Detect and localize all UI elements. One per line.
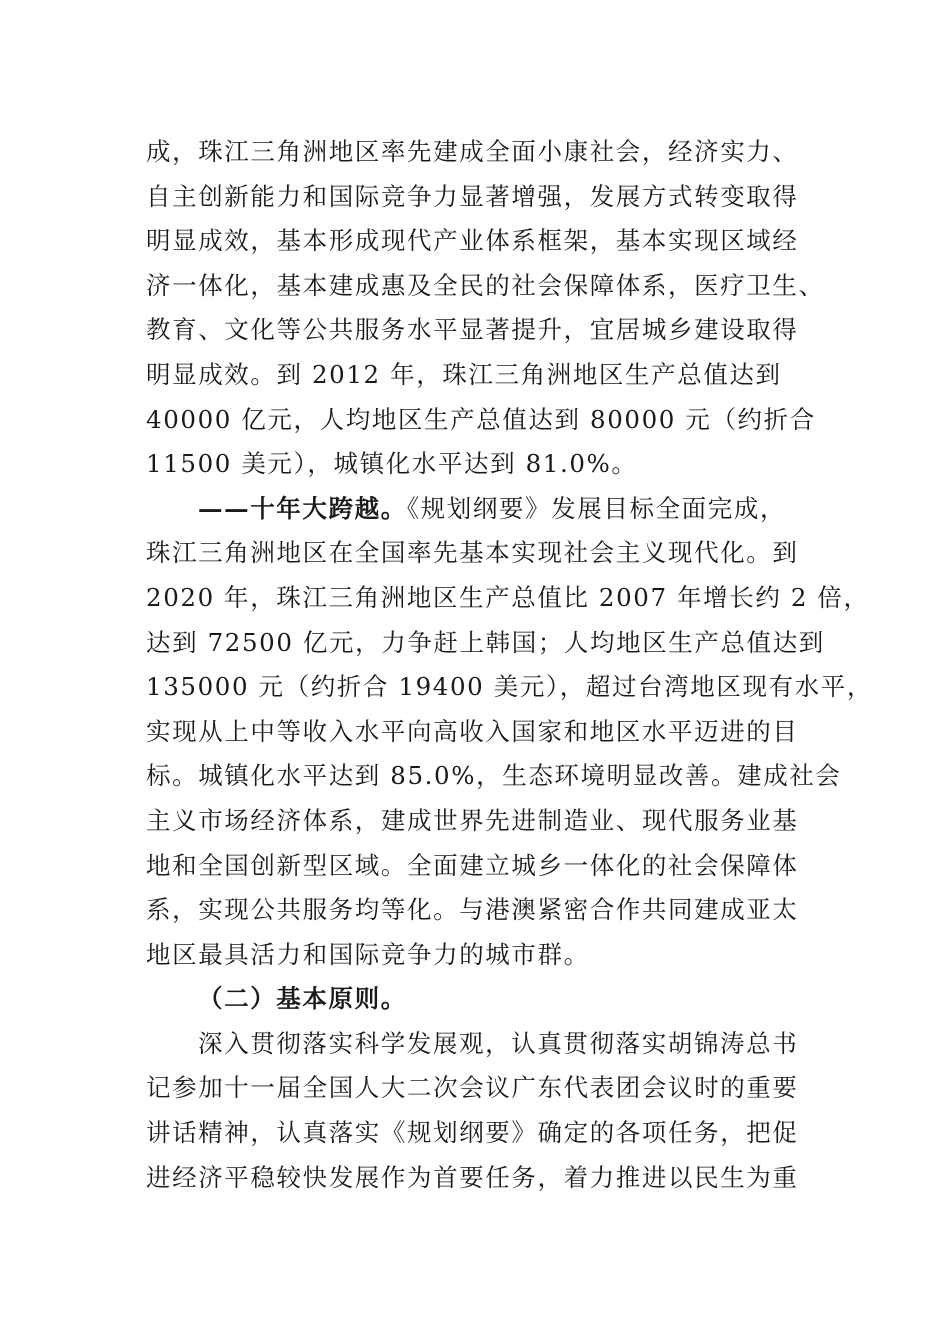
text-line: 教育、文化等公共服务水平显著提升，宜居城乡建设取得 xyxy=(146,315,799,345)
text-line: 记参加十一届全国人大二次会议广东代表团会议时的重要 xyxy=(146,1073,799,1103)
text-line: 深入贯彻落实科学发展观，认真贯彻落实胡锦涛总书 xyxy=(198,1028,799,1058)
text-line: 11500 美元），城镇化水平达到 81.0%。 xyxy=(146,449,638,479)
text-line: 进经济平稳较快发展作为首要任务，着力推进以民生为重 xyxy=(146,1162,799,1192)
text-line: 实现从上中等收入水平向高收入国家和地区水平迈进的目 xyxy=(146,716,799,746)
text-line: 135000 元（约折合 19400 美元），超过台湾地区现有水平， xyxy=(146,672,873,702)
text-line: 明显成效，基本形成现代产业体系框架，基本实现区域经 xyxy=(146,226,799,256)
section-heading: （二）基本原则。 xyxy=(198,984,407,1014)
goal-2020-heading: ——十年大跨越。 xyxy=(198,493,407,523)
text-line: 成，珠江三角洲地区率先建成全面小康社会，经济实力、 xyxy=(146,137,799,166)
text-line: 明显成效。到 2012 年，珠江三角洲地区生产总值达到 xyxy=(146,359,782,389)
text-line: 珠江三角洲地区在全国率先基本实现社会主义现代化。到 xyxy=(146,538,799,568)
text-line: 2020 年，珠江三角洲地区生产总值比 2007 年增长约 2 倍， xyxy=(146,582,870,612)
text-line: 地和全国创新型区域。全面建立城乡一体化的社会保障体 xyxy=(146,850,799,880)
text-line: 地区最具活力和国际竞争力的城市群。 xyxy=(146,939,590,969)
text-line: 讲话精神，认真落实《规划纲要》确定的各项任务，把促 xyxy=(146,1118,799,1148)
text-line: 主义市场经济体系，建成世界先进制造业、现代服务业基 xyxy=(146,805,799,835)
goal-2020-first-line-rest: 《规划纲要》发展目标全面完成， xyxy=(406,493,787,523)
text-line: 40000 亿元，人均地区生产总值达到 80000 元（约折合 xyxy=(146,404,816,434)
text-line: 达到 72500 亿元，力争赶上韩国；人均地区生产总值达到 xyxy=(146,627,825,657)
document-body xyxy=(146,130,873,1200)
text-line: 济一体化，基本建成惠及全民的社会保障体系，医疗卫生、 xyxy=(146,270,825,300)
text-line: 标。城镇化水平达到 85.0%，生态环境明显改善。建成社会 xyxy=(146,761,842,791)
text-line: 自主创新能力和国际竞争力显著增强，发展方式转变取得 xyxy=(146,181,799,211)
text-line: 系，实现公共服务均等化。与港澳紧密合作共同建成亚太 xyxy=(146,895,799,925)
goal-2020-first-line xyxy=(146,487,808,532)
